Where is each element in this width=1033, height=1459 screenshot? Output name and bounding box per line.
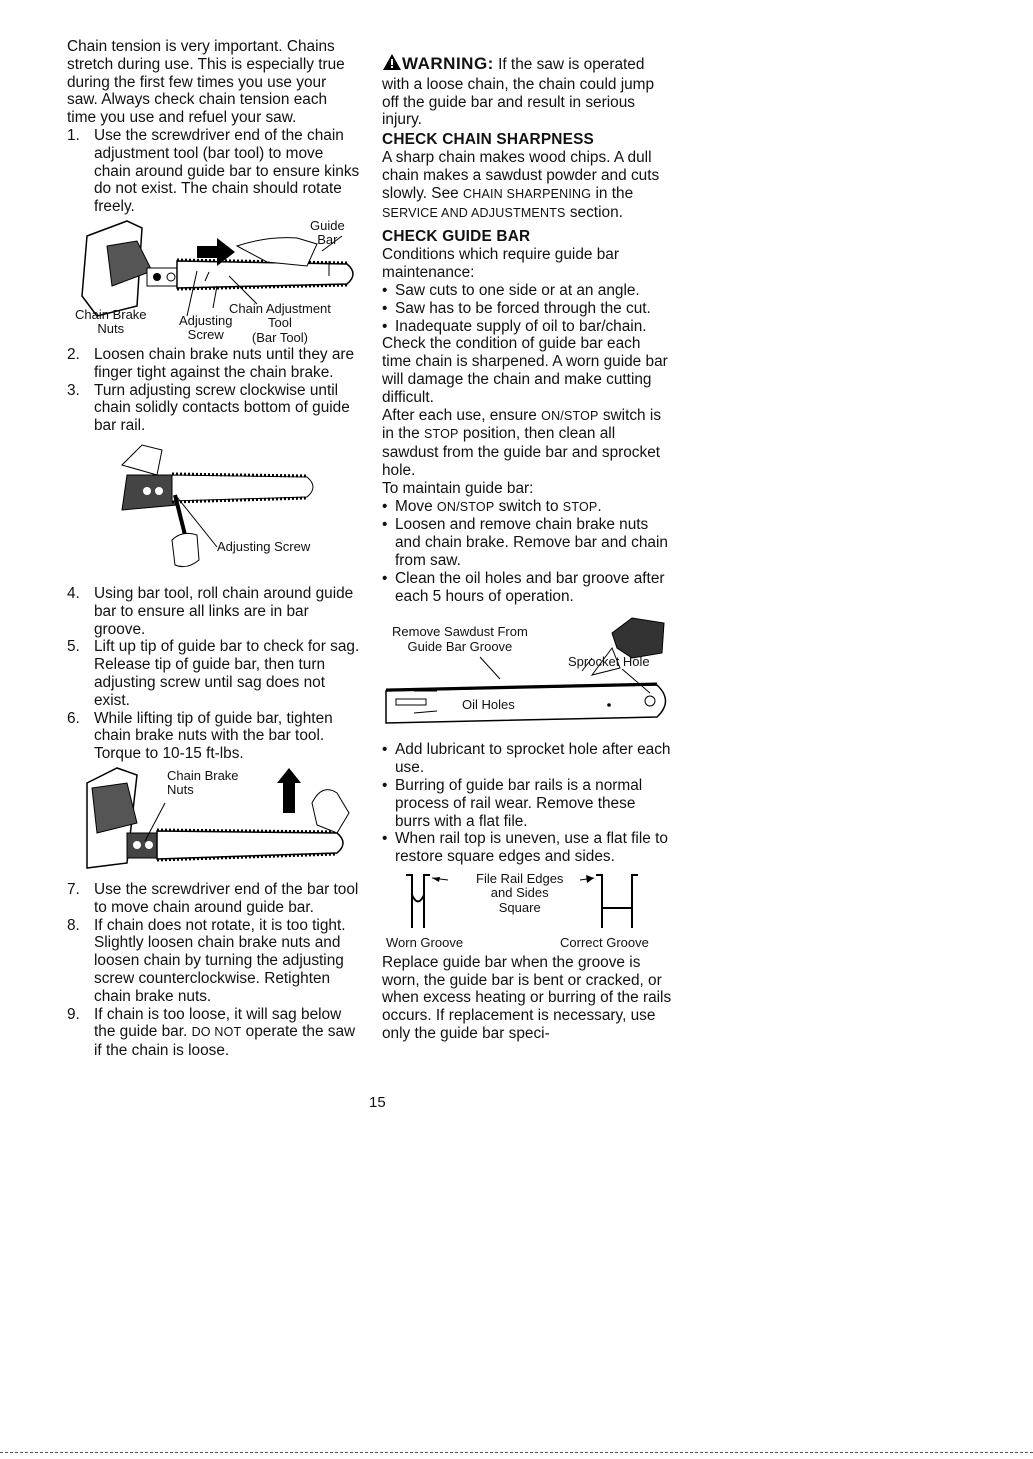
more-item: • Burring of guide bar rails is a normal process of rail wear. Remove these burrs with a flat file.	[382, 777, 672, 830]
figure-chain-adjustment	[67, 216, 360, 346]
figure-guide-bar-cleaning	[382, 613, 672, 741]
condition-item: • Saw cuts to one side or at an angle.	[382, 282, 672, 300]
replace-paragraph: Replace guide bar when the groove is worn, the guide bar is bent or cracked, or when excess heating or burring of the rails occurs. If replacement is necessary, use only the guide bar speci-	[382, 953, 672, 1043]
step-3: 3. Turn adjusting screw clockwise until chain solidly contacts bottom of guide bar rail.	[67, 381, 350, 435]
label-adjusting-screw-2: Adjusting Screw	[217, 538, 311, 554]
more-item: • Add lubricant to sprocket hole after each use.	[382, 741, 672, 777]
step-8: 8. If chain does not rotate, it is too tight. Slightly loosen chain brake nuts and loosen chain by turning the adjusting screw counterclockwise. Retighten chain brake nuts.	[67, 916, 346, 1005]
label-correct-groove: Correct Groove	[560, 934, 649, 950]
check-paragraph: Check the condition of guide bar each time chain is sharpened. A worn guide bar will damage the chain and make cutting difficult.	[382, 335, 668, 406]
step-4: 4. Using bar tool, roll chain around guide bar to ensure all links are in bar groove.	[67, 584, 354, 638]
steps-list-b	[67, 346, 360, 435]
label-sprocket-hole: Sprocket Hole	[568, 654, 650, 670]
label-chain-brake-nuts: Chain Brake Nuts	[75, 306, 147, 337]
condition-item: • Saw has to be forced through the cut.	[382, 300, 672, 318]
maintain-item: • Move ON/STOP switch to STOP.	[382, 498, 672, 517]
step-6: 6. While lifting tip of guide bar, tighten chain brake nuts with the bar tool. Torque to 10-15 ft-lbs.	[67, 709, 333, 763]
heading-check-chain-sharpness: CHECK CHAIN SHARPNESS	[382, 131, 594, 149]
footer-divider	[0, 1452, 1033, 1453]
step-5: 5. Lift up tip of guide bar to check for sag. Release tip of guide bar, then turn adjusting screw until sag does not exist.	[67, 638, 360, 709]
label-file-rail: File Rail Edges and Sides Square	[476, 870, 564, 915]
steps-list-c	[67, 585, 360, 763]
maintain-item: • Loosen and remove chain brake nuts and chain brake. Remove bar and chain from saw.	[382, 516, 672, 569]
page-number: 15	[369, 1094, 386, 1111]
step-1: 1. Use the screwdriver end of the chain adjustment tool (bar tool) to move chain around guide bar to ensure kinks do not exist. The chain should rotate freely.	[67, 126, 360, 216]
figure-groove-compare	[382, 870, 672, 954]
figure-chain-brake-nuts	[67, 763, 360, 881]
guidebar-intro: Conditions which require guide bar maintenance:	[382, 246, 619, 282]
step-7: 7. Use the screwdriver end of the bar tool to move chain around guide bar.	[67, 880, 359, 916]
warning-paragraph	[382, 53, 672, 129]
more-list	[382, 741, 672, 866]
label-adjusting-screw: Adjusting Screw	[179, 312, 233, 343]
intro-paragraph: Chain tension is very important. Chains stretch during use. This is especially true during the first few times you use your saw. Always check chain tension each time you use and refuel your saw.	[67, 38, 345, 127]
step-9: 9. If chain is too loose, it will sag below the guide bar. DO NOT operate the saw if the chain is loose.	[67, 1005, 356, 1060]
figure-adjusting-screw	[67, 435, 360, 585]
warning-icon	[382, 53, 402, 76]
condition-item: • Inadequate supply of oil to bar/chain.	[382, 318, 672, 336]
maintain-list	[382, 498, 672, 606]
maintain-item: • Clean the oil holes and bar groove after each 5 hours of operation.	[382, 570, 672, 606]
adjusting-screw-illustration	[67, 435, 360, 585]
label-chain-brake-nuts-2: Chain Brake Nuts	[167, 767, 239, 798]
label-worn-groove: Worn Groove	[386, 934, 464, 950]
right-column	[382, 53, 672, 1043]
warning-label: WARNING:	[402, 54, 494, 73]
left-column	[67, 38, 360, 1060]
label-oil-holes: Oil Holes	[462, 697, 515, 713]
label-chain-adjustment-tool: Chain Adjustment Tool (Bar Tool)	[229, 300, 331, 345]
label-remove-sawdust: Remove Sawdust From Guide Bar Groove	[392, 624, 528, 654]
maintain-intro: To maintain guide bar:	[382, 479, 534, 497]
conditions-list	[382, 282, 672, 335]
label-guide-bar: Guide Bar	[310, 217, 345, 248]
after-use-paragraph: After each use, ensure ON/STOP switch is in the STOP position, then clean all sawdust from the guide bar and sprocket hole.	[382, 406, 662, 479]
step-2: 2. Loosen chain brake nuts until they are finger tight against the chain brake.	[67, 345, 355, 381]
steps-list-d	[67, 881, 360, 1060]
heading-check-guide-bar: CHECK GUIDE BAR	[382, 228, 531, 246]
sharpness-paragraph: A sharp chain makes wood chips. A dull chain makes a sawdust powder and cuts slowly. See CHAIN SHARPENING in the SERVICE AND ADJUSTMENTS section.	[382, 149, 660, 221]
warning-text: If the saw is operated with a loose chain, the chain could jump off the guide bar and result in serious injury.	[382, 56, 655, 129]
more-item: • When rail top is uneven, use a flat file to restore square edges and sides.	[382, 830, 672, 866]
steps-list-a	[67, 127, 360, 216]
